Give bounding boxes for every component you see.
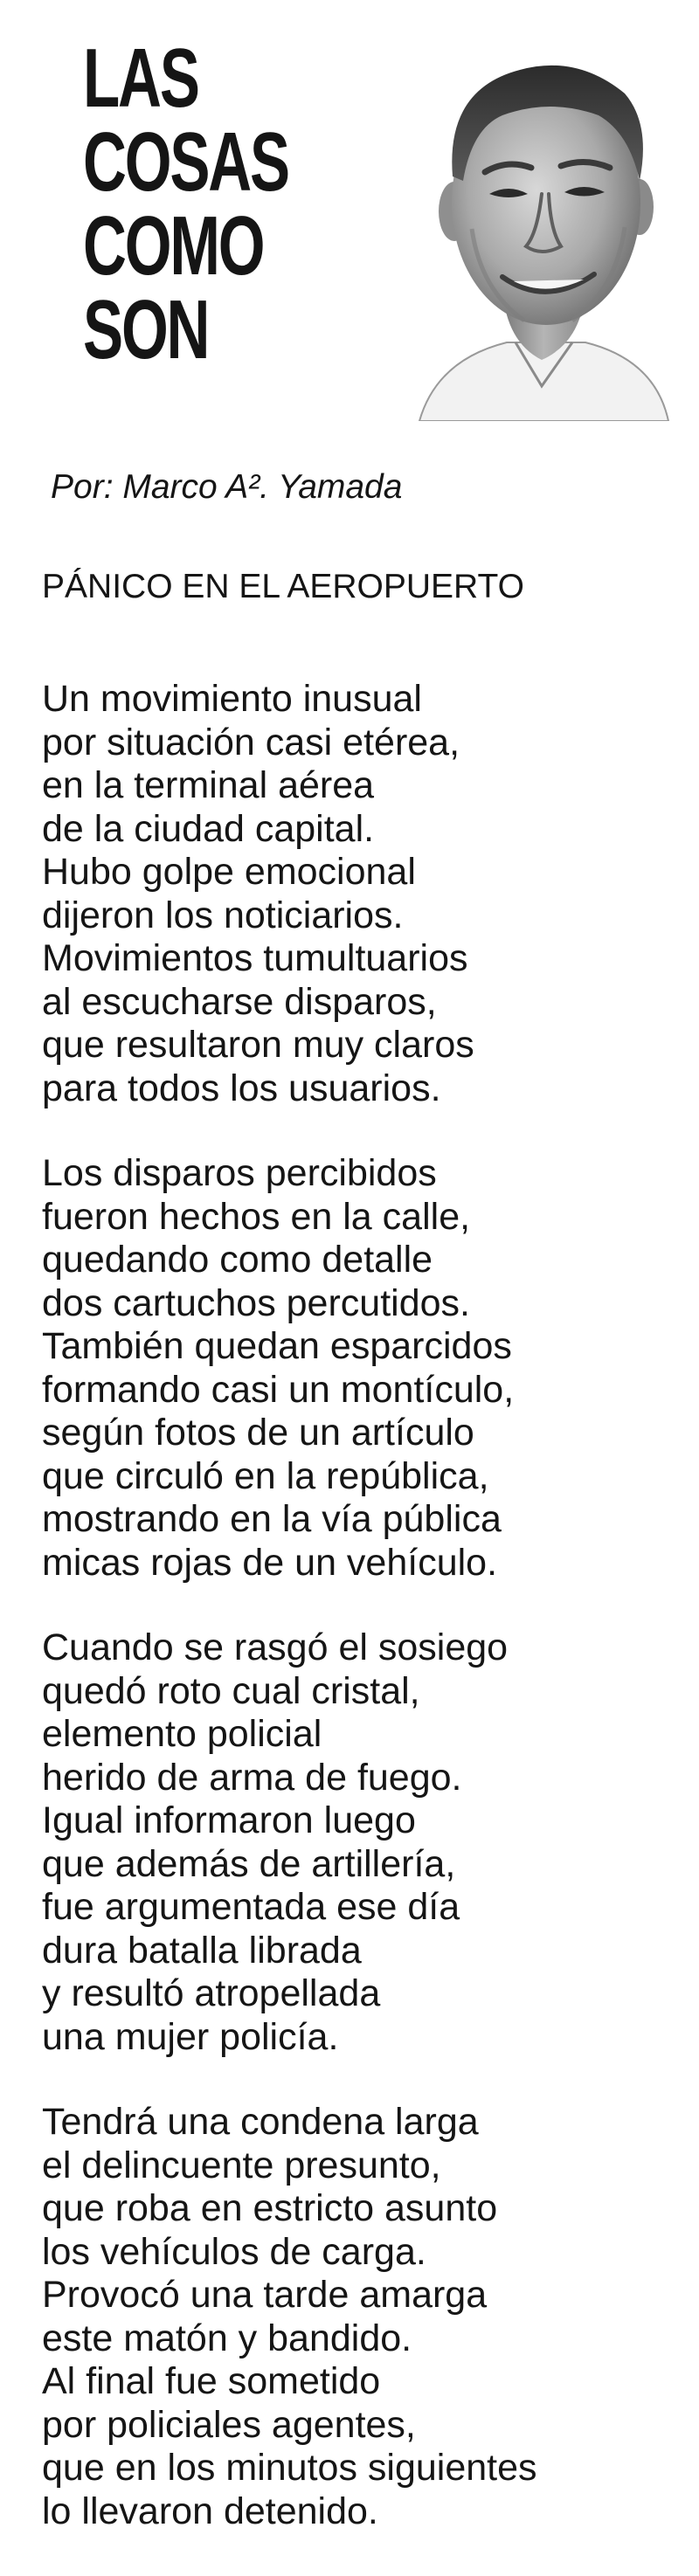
masthead-line: COSAS: [83, 115, 289, 209]
author-portrait: [411, 28, 673, 421]
poem-line: y resultó atropellada: [42, 1972, 381, 2014]
poem-line: según fotos de un artículo: [42, 1412, 474, 1454]
poem-line: Cuando se rasgó el sosiego: [42, 1626, 509, 1668]
poem-line: Un movimiento inusual: [42, 678, 422, 720]
poem-body: [42, 678, 680, 2575]
poem-line: fue argumentada ese día: [42, 1886, 460, 1928]
masthead-line: SON: [83, 283, 209, 376]
poem-line: herido de arma de fuego.: [42, 1756, 462, 1799]
poem-line: este matón y bandido.: [42, 2317, 412, 2359]
poem-line: micas rojas de un vehículo.: [42, 1541, 498, 1584]
poem-line: quedando como detalle: [42, 1239, 433, 1281]
poem-line: que circuló en la república,: [42, 1454, 489, 1497]
poem-line: que resultaron muy claros: [42, 1024, 474, 1066]
poem-line: una mujer policía.: [42, 2015, 339, 2058]
stanza: [42, 2101, 680, 2533]
poem-line: de la ciudad capital.: [42, 807, 375, 850]
poem-line: Hubo golpe emocional: [42, 851, 416, 893]
stanza: [42, 1152, 680, 1585]
column-masthead: [83, 31, 289, 376]
poem-line: que además de artillería,: [42, 1842, 456, 1885]
byline: Por: Marco A². Yamada: [51, 468, 403, 506]
poem-line: al escucharse disparos,: [42, 980, 437, 1023]
poem-line: Provocó una tarde amarga: [42, 2274, 488, 2316]
poem-line: Los disparos percibidos: [42, 1152, 437, 1194]
poem-line: por situación casi etérea,: [42, 721, 460, 763]
poem-line: elemento policial: [42, 1713, 322, 1755]
poem-line: que roba en estricto asunto: [42, 2187, 498, 2229]
poem-line: el delincuente presunto,: [42, 2144, 441, 2186]
poem-title: PÁNICO EN EL AEROPUERTO: [42, 568, 524, 605]
poem-line: Igual informaron luego: [42, 1799, 416, 1841]
masthead-line: LAS: [83, 31, 198, 125]
poem-line: mostrando en la vía pública: [42, 1498, 502, 1540]
poem-line: dijeron los noticiarios.: [42, 894, 404, 936]
poem-line: para todos los usuarios.: [42, 1067, 441, 1109]
poem-line: lo llevaron detenido.: [42, 2490, 378, 2532]
poem-line: Tendrá una condena larga: [42, 2101, 479, 2143]
poem-line: quedó roto cual cristal,: [42, 1669, 420, 1712]
stanza: [42, 1626, 680, 2059]
poem-line: dos cartuchos percutidos.: [42, 1281, 470, 1324]
poem-line: También quedan esparcidos: [42, 1325, 512, 1367]
poem-line: formando casi un montículo,: [42, 1368, 515, 1411]
poem-line: por policiales agentes,: [42, 2403, 416, 2446]
poem-line: dura batalla librada: [42, 1929, 362, 1972]
masthead-line: COMO: [83, 199, 264, 293]
poem-line: Movimientos tumultuarios: [42, 937, 468, 979]
poem-line: fueron hechos en la calle,: [42, 1195, 471, 1238]
stanza: [42, 678, 680, 1110]
poem-line: en la terminal aérea: [42, 764, 375, 806]
poem-line: Al final fue sometido: [42, 2360, 381, 2402]
poem-line: que en los minutos siguientes: [42, 2447, 537, 2489]
poem-line: los vehículos de carga.: [42, 2230, 426, 2273]
